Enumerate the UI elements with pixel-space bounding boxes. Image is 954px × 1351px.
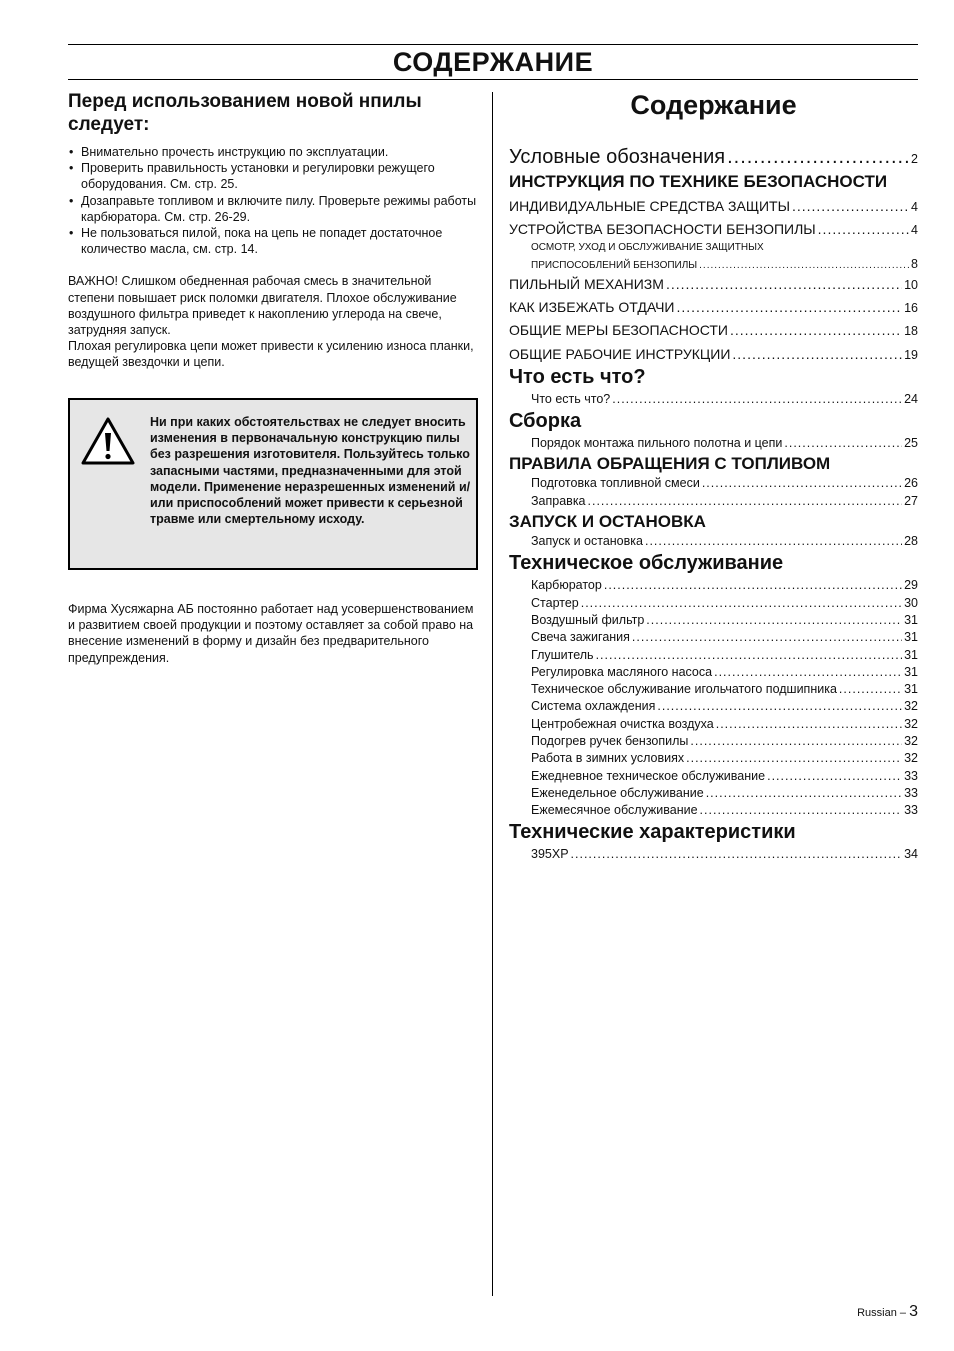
toc-entry[interactable]: ОБЩИЕ МЕРЫ БЕЗОПАСНОСТИ ..... 18 bbox=[509, 322, 918, 338]
toc-entry[interactable]: Карбюратор ..... 29 bbox=[509, 578, 918, 592]
toc-entry[interactable]: Центробежная очистка воздуха ..... 32 bbox=[509, 717, 918, 731]
toc-column bbox=[509, 88, 918, 861]
toc-section-heading[interactable]: ПРАВИЛА ОБРАЩЕНИЯ С ТОПЛИВОМ bbox=[509, 454, 831, 473]
toc-entry[interactable]: Порядок монтажа пильного полотна и цепи ..... 25 bbox=[509, 436, 918, 450]
important-paragraph: ВАЖНО! Слишком обедненная рабочая смесь в значительной степени повышает риск поломки двигателя. Плохое обслуживание воздушного фильтра приведет к накоплению углерода на свече, затрудняя запуск. bbox=[68, 274, 457, 338]
toc-entry[interactable]: Работа в зимних условиях ..... 32 bbox=[509, 751, 918, 765]
toc-entry[interactable]: Условные обозначения ..... 2 bbox=[509, 146, 918, 169]
toc-entry[interactable]: Система охлаждения ..... 32 bbox=[509, 699, 918, 713]
list-item: • Внимательно прочесть инструкцию по эксплуатации. bbox=[68, 144, 480, 160]
toc-entry[interactable]: Подготовка топливной смеси ..... 26 bbox=[509, 476, 918, 490]
column-divider bbox=[492, 92, 493, 1296]
toc-entry[interactable]: Свеча зажигания ..... 31 bbox=[509, 630, 918, 644]
toc-section-heading[interactable]: Техническое обслуживание bbox=[509, 552, 784, 574]
toc-section-heading[interactable]: ЗАПУСК И ОСТАНОВКА bbox=[509, 512, 706, 531]
warning-triangle-icon bbox=[80, 416, 136, 466]
page-header bbox=[68, 44, 918, 80]
toc-entry[interactable]: УСТРОЙСТВА БЕЗОПАСНОСТИ БЕНЗОПИЛЫ ..... 4 bbox=[509, 221, 918, 237]
toc-section-heading[interactable]: Что есть что? bbox=[509, 366, 646, 388]
toc-entry[interactable]: Воздушный фильтр ..... 31 bbox=[509, 613, 918, 627]
toc-section-heading[interactable]: Сборка bbox=[509, 410, 582, 432]
footer-language: Russian – bbox=[857, 1307, 910, 1319]
toc-entry[interactable]: КАК ИЗБЕЖАТЬ ОТДАЧИ ..... 16 bbox=[509, 299, 918, 315]
list-item: • Проверить правильность установки и регулировки режущего оборудования. См. стр. 25. bbox=[68, 160, 480, 192]
toc-entry[interactable]: Запуск и остановка ..... 28 bbox=[509, 534, 918, 548]
toc-entry[interactable]: Стартер ..... 30 bbox=[509, 596, 918, 610]
toc-section-heading[interactable]: ИНСТРУКЦИЯ ПО ТЕХНИКЕ БЕЗОПАСНОСТИ bbox=[509, 172, 888, 191]
toc-entry[interactable]: ОБЩИЕ РАБОЧИЕ ИНСТРУКЦИИ ..... 19 bbox=[509, 346, 918, 362]
toc-entry-line[interactable]: ОСМОТР, УХОД И ОБСЛУЖИВАНИЕ ЗАЩИТНЫХ bbox=[531, 242, 764, 253]
toc-entry[interactable]: Глушитель ..... 31 bbox=[509, 648, 918, 662]
toc-entry[interactable]: Что есть что? ..... 24 bbox=[509, 392, 918, 406]
toc-title: Содержание bbox=[630, 90, 797, 120]
left-column bbox=[68, 90, 480, 665]
toc-entry[interactable]: Еженедельное обслуживание ..... 33 bbox=[509, 786, 918, 800]
intro-bullet-list bbox=[68, 144, 480, 257]
list-item: • Не пользоваться пилой, пока на цепь не попадет достаточное количество масла, см. стр. 14. bbox=[68, 225, 480, 257]
chain-note-paragraph: Плохая регулировка цепи может привести к усилению износа планки, ведущей звездочки и цепи. bbox=[68, 339, 474, 370]
page-footer bbox=[857, 1303, 918, 1321]
toc-entry[interactable]: Подогрев ручек бензопилы ..... 32 bbox=[509, 734, 918, 748]
warning-text: Ни при каких обстоятельствах не следует вносить изменения в первоначальную конструкцию пилы без разрешения изготовителя. Пользуйтесь только запасными частями, предназначенными для этой модели. Применение неразрешенных изменений и/или приспособлений может привести к серьезной травме или смертельному исходу. bbox=[150, 415, 471, 527]
toc-entry[interactable]: Ежедневное техническое обслуживание ..... 33 bbox=[509, 769, 918, 783]
toc-section-heading[interactable]: Технические характеристики bbox=[509, 821, 796, 843]
intro-heading: Перед использованием новой нпилы следует: bbox=[68, 91, 422, 135]
toc-entry[interactable]: Ежемесячное обслуживание ..... 33 bbox=[509, 803, 918, 817]
toc-entry[interactable]: Техническое обслуживание игольчатого подшипника ..... 31 bbox=[509, 682, 918, 696]
toc-entry[interactable]: Заправка ..... 27 bbox=[509, 494, 918, 508]
toc-entry[interactable]: ИНДИВИДУАЛЬНЫЕ СРЕДСТВА ЗАЩИТЫ ..... 4 bbox=[509, 198, 918, 214]
company-notice: Фирма Хусяжарна АБ постоянно работает над усовершенствованием и развитием своей продукции и поэтому оставляет за собой право на внесение изменений в форму и дизайн без предварительного предупреждения. bbox=[68, 602, 474, 665]
toc-entry[interactable]: ПРИСПОСОБЛЕНИЙ БЕНЗОПИЛЫ ..... 8 bbox=[509, 257, 918, 271]
toc-entry[interactable]: ПИЛЬНЫЙ МЕХАНИЗМ ..... 10 bbox=[509, 276, 918, 292]
list-item: • Дозаправьте топливом и включите пилу. Проверьте режимы работы карбюратора. См. стр. 26-29. bbox=[68, 193, 480, 225]
toc-entry[interactable]: 395XP ..... 34 bbox=[509, 847, 918, 861]
toc-entry[interactable]: Регулировка масляного насоса ..... 31 bbox=[509, 665, 918, 679]
warning-box bbox=[68, 398, 478, 570]
page-number: 3 bbox=[909, 1303, 918, 1320]
page-title: СОДЕРЖАНИЕ bbox=[392, 47, 594, 77]
